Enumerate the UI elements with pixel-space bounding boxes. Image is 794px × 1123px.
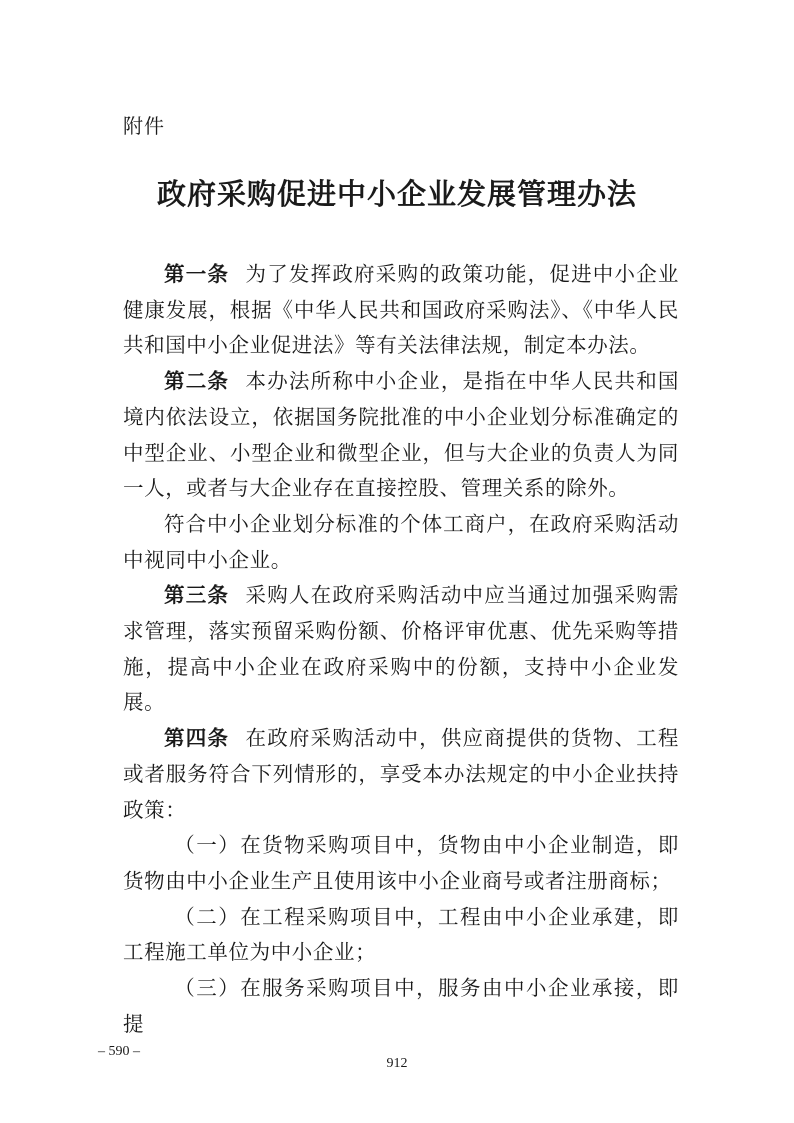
article-number: 第一条 <box>164 262 230 286</box>
article-text: 在政府采购活动中，供应商提供的货物、工程或者服务符合下列情形的，享受本办法规定的中小企业扶持政策： <box>123 726 679 822</box>
document-title: 政府采购促进中小企业发展管理办法 <box>156 177 637 211</box>
article-text: 为了发挥政府采购的政策功能，促进中小企业健康发展，根据《中华人民共和国政府采购法》、《中华人民共和国中小企业促进法》等有关法律法规，制定本办法。 <box>123 262 679 358</box>
article-number: 第四条 <box>164 726 230 751</box>
page-number-printed: – 590 – <box>98 1044 140 1059</box>
article-text: 本办法所称中小企业，是指在中华人民共和国境内依法设立，依据国务院批准的中小企业划分标准确定的中型企业、小型企业和微型企业，但与大企业的负责人为同一人，或者与大企业存在直接控股、管理关系的除外。 <box>123 369 679 501</box>
article-4-item-2: （二）在工程采购项目中，工程由中小企业承建，即工程施工单位为中小企业； <box>123 904 679 965</box>
article-3 <box>123 578 679 721</box>
article-2 <box>123 364 679 507</box>
attachment-label: 附件 <box>123 114 165 138</box>
page-number-scan: 912 <box>386 1056 408 1071</box>
article-number: 第三条 <box>164 583 230 608</box>
article-2-paragraph-2: 符合中小企业划分标准的个体工商户，在政府采购活动中视同中小企业。 <box>123 511 679 572</box>
article-1 <box>123 257 679 364</box>
document-body <box>123 257 679 1042</box>
article-text: 采购人在政府采购活动中应当通过加强采购需求管理，落实预留采购份额、价格评审优惠、优先采购等措施，提高中小企业在政府采购中的份额，支持中小企业发展。 <box>123 583 679 715</box>
article-4 <box>123 721 679 828</box>
article-number: 第二条 <box>164 369 230 394</box>
article-4-item-1: （一）在货物采购项目中，货物由中小企业制造，即货物由中小企业生产且使用该中小企业商号或者注册商标； <box>123 833 679 893</box>
article-4-item-3: （三）在服务采购项目中，服务由中小企业承接，即提 <box>123 976 679 1036</box>
